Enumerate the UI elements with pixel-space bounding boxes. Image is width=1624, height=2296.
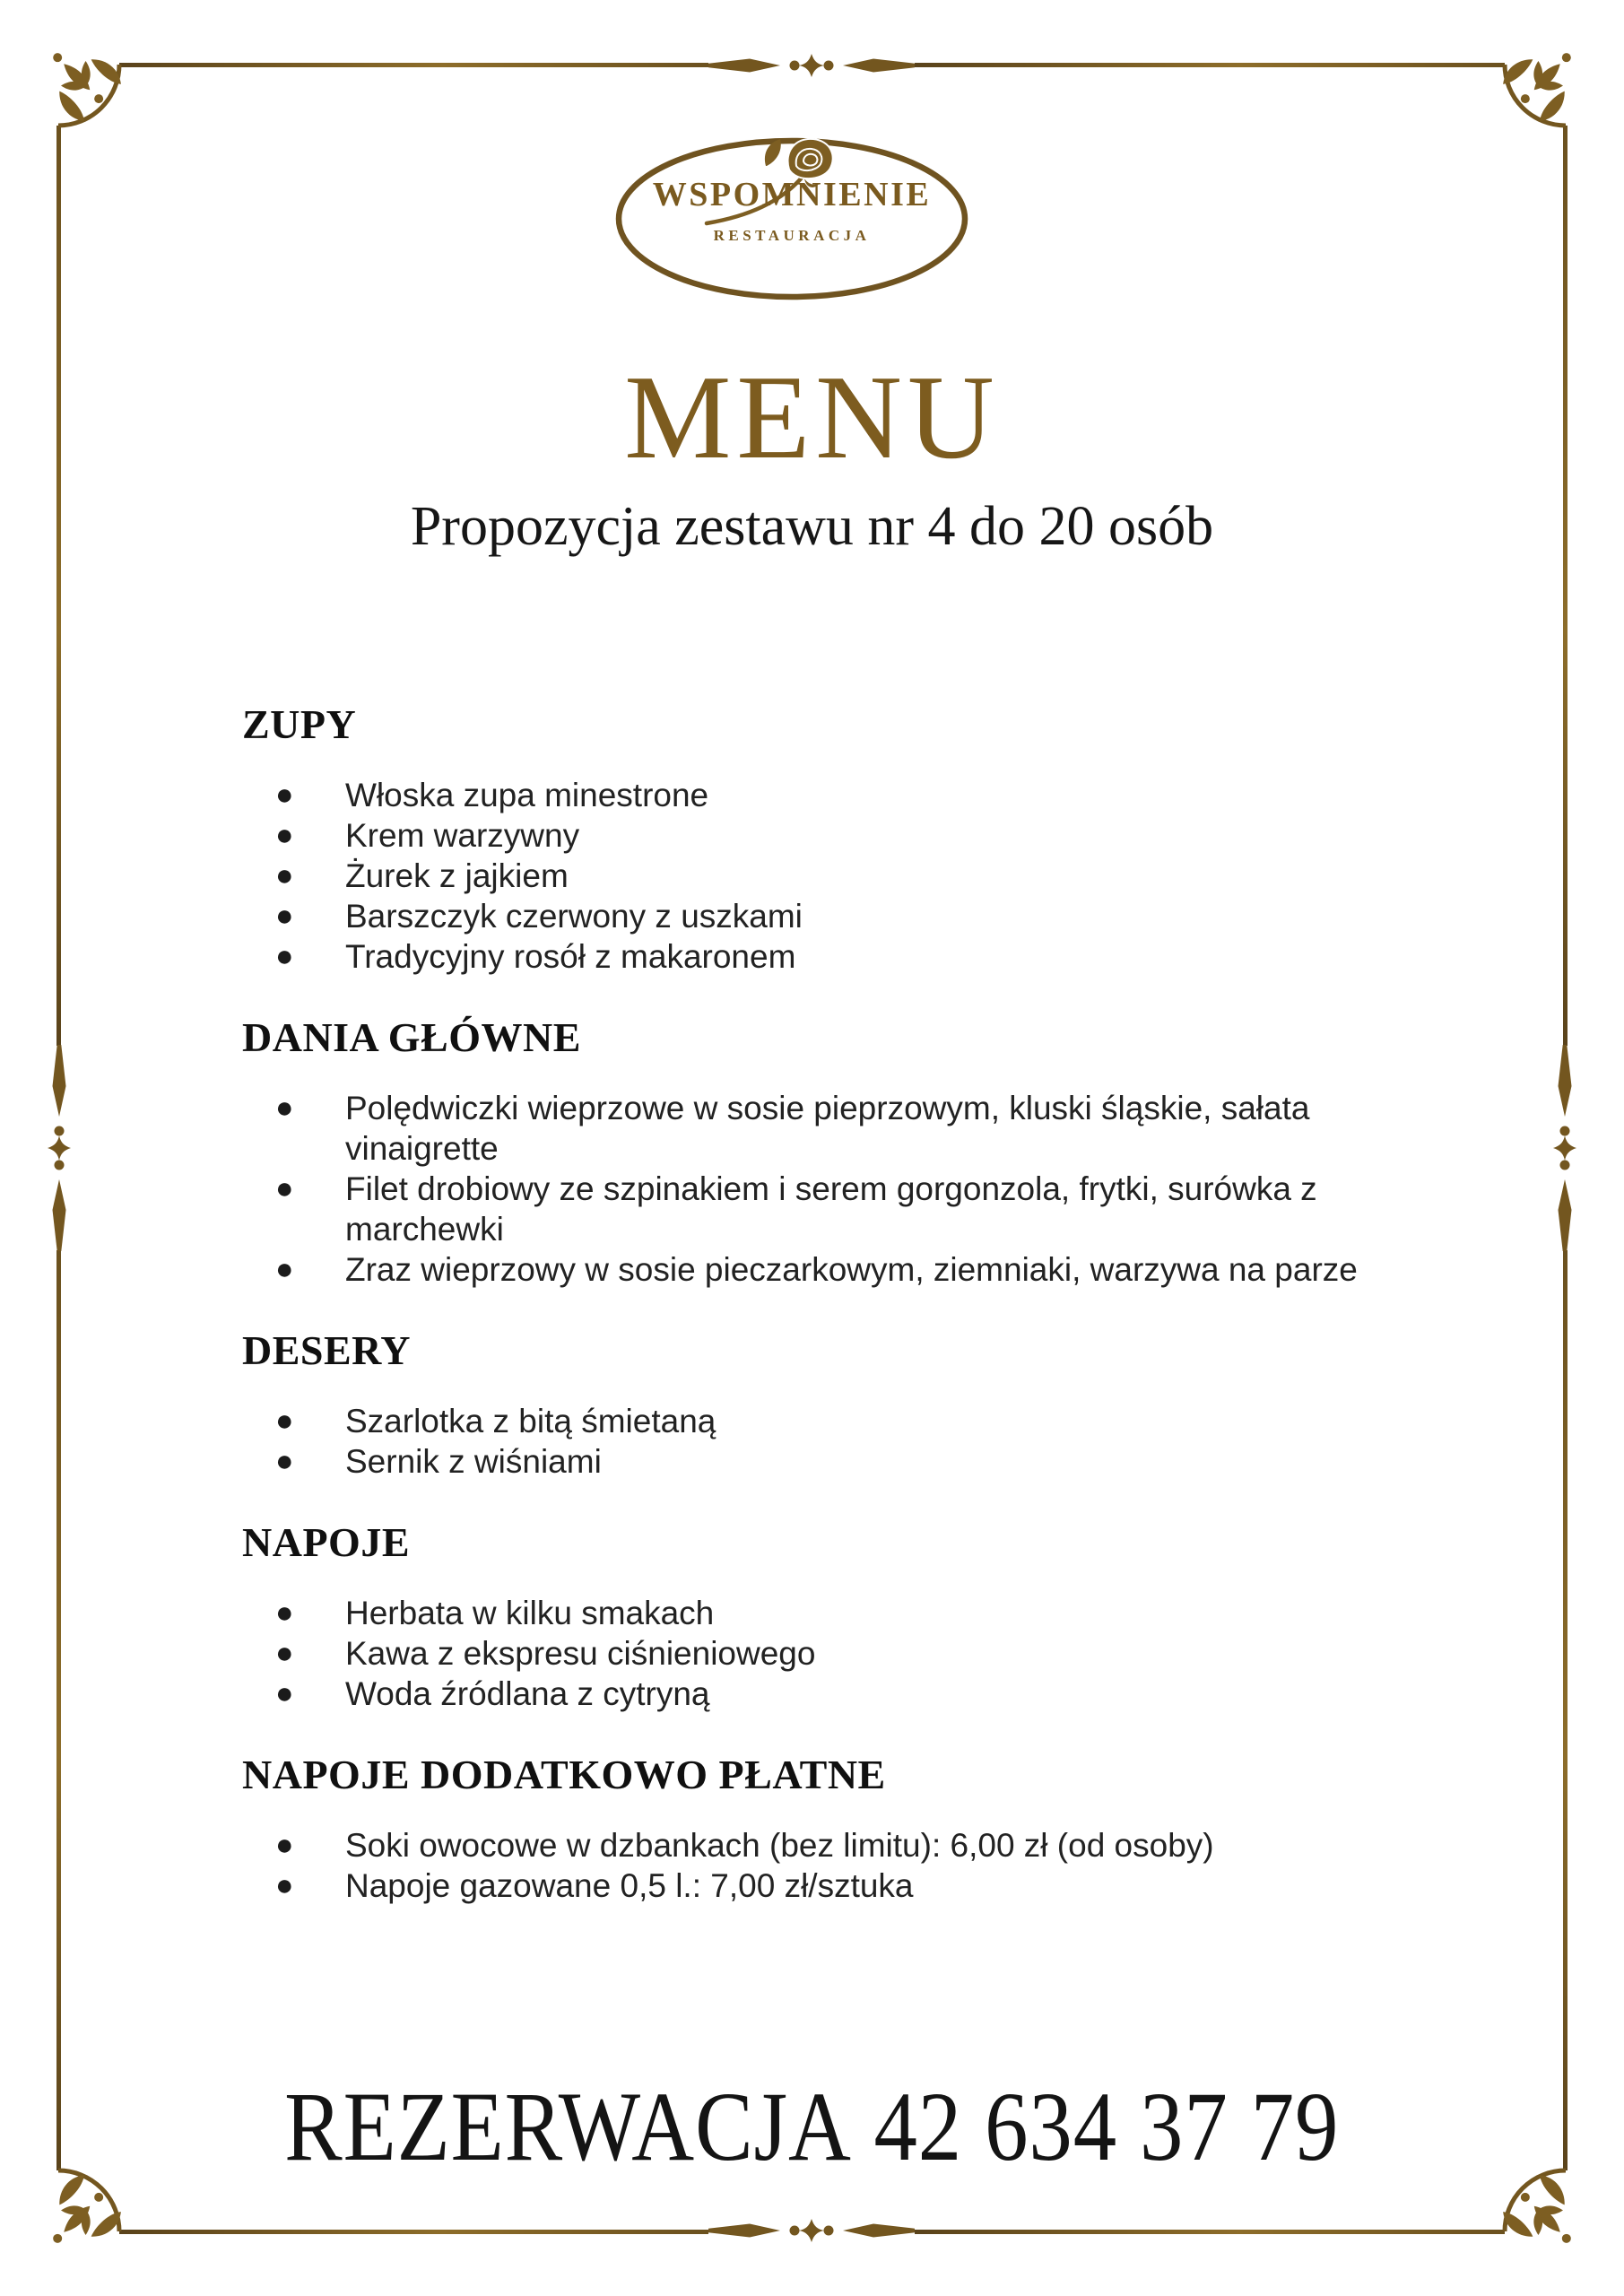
- menu-item-text: Kawa z ekspresu ciśnieniowego: [345, 1635, 816, 1672]
- bullet-icon: ●: [275, 1444, 294, 1478]
- border-line-right-top: [1563, 126, 1568, 1046]
- menu-section: [242, 701, 1399, 977]
- section-heading: NAPOJE DODATKOWO PŁATNE: [242, 1752, 886, 1797]
- reservation-footer: [0, 2072, 1624, 2181]
- reservation-phone: 42 634 37 79: [873, 2072, 1340, 2181]
- menu-item-text: Szarlotka z bitą śmietaną: [345, 1403, 716, 1439]
- bullet-icon: ●: [275, 939, 294, 973]
- bullet-icon: ●: [275, 1636, 294, 1670]
- menu-item-text: Zraz wieprzowy w sosie pieczarkowym, ziemniaki, warzywa na parze: [345, 1251, 1358, 1288]
- diamond-divider-icon-bottom: [708, 2218, 915, 2243]
- section-list: [242, 1401, 1399, 1482]
- menu-item: [242, 1088, 1399, 1169]
- logo-tagline: RESTAURACJA: [713, 227, 871, 244]
- menu-item-text: Herbata w kilku smakach: [345, 1595, 715, 1631]
- section-list: [242, 775, 1399, 977]
- menu-item-text: Barszczyk czerwony z uszkami: [345, 898, 803, 935]
- menu-item: [242, 815, 1399, 856]
- menu-item-text: Soki owocowe w dzbankach (bez limitu): 6,00 zł (od osoby): [345, 1827, 1214, 1864]
- menu-item-text: Sernik z wiśniami: [345, 1443, 602, 1480]
- menu-item: [242, 896, 1399, 936]
- menu-item-text: Napoje gazowane 0,5 l.: 7,00 zł/sztuka: [345, 1867, 914, 1904]
- menu-section: [242, 1014, 1399, 1290]
- floral-corner-icon-bottom-right: [1489, 2161, 1624, 2296]
- bullet-icon: ●: [275, 1676, 294, 1710]
- menu-item: [242, 1593, 1399, 1633]
- bullet-icon: ●: [275, 1596, 294, 1630]
- border-line-bottom-right: [915, 2230, 1505, 2234]
- menu-item-text: Polędwiczki wieprzowe w sosie pieprzowym, kluski śląskie, sałata vinaigrette: [345, 1090, 1310, 1167]
- floral-corner-icon-top-left: [0, 0, 135, 135]
- logo-name: WSPOMNIENIE: [652, 176, 932, 213]
- bullet-icon: ●: [275, 1404, 294, 1438]
- menu-section: [242, 1752, 1399, 1906]
- reservation-label: REZERWACJA: [284, 2072, 853, 2181]
- bullet-icon: ●: [275, 1091, 294, 1125]
- section-list: [242, 1088, 1399, 1290]
- bullet-icon: ●: [275, 818, 294, 852]
- diamond-divider-icon-left: [47, 1045, 72, 1251]
- menu-item-text: Tradycyjny rosół z makaronem: [345, 938, 796, 975]
- restaurant-logo: [612, 130, 971, 305]
- border-line-top-right: [915, 63, 1505, 67]
- menu-section: [242, 1327, 1399, 1482]
- page-title: MENU: [624, 351, 1000, 483]
- menu-section: [242, 1519, 1399, 1714]
- menu-item: [242, 1441, 1399, 1482]
- section-heading: DANIA GŁÓWNE: [242, 1014, 581, 1060]
- border-line-right-bottom: [1563, 1250, 1568, 2170]
- menu-item: [242, 1674, 1399, 1714]
- floral-corner-icon-top-right: [1489, 0, 1624, 135]
- page-subtitle: Propozycja zestawu nr 4 do 20 osób: [410, 496, 1214, 557]
- diamond-divider-icon-right: [1552, 1045, 1577, 1251]
- diamond-divider-icon-top: [708, 53, 915, 78]
- floral-corner-icon-bottom-left: [0, 2161, 135, 2296]
- border-line-bottom-left: [119, 2230, 708, 2234]
- section-heading: ZUPY: [242, 701, 357, 747]
- menu-item: [242, 1169, 1399, 1249]
- bullet-icon: ●: [275, 1828, 294, 1862]
- bullet-icon: ●: [275, 1171, 294, 1205]
- section-heading: NAPOJE: [242, 1519, 410, 1565]
- menu-item: [242, 856, 1399, 896]
- menu-item: [242, 936, 1399, 977]
- menu-item: [242, 775, 1399, 815]
- menu-item-text: Filet drobiowy ze szpinakiem i serem gorgonzola, frytki, surówka z marchewki: [345, 1170, 1317, 1248]
- menu-item: [242, 1249, 1399, 1290]
- menu-item: [242, 1401, 1399, 1441]
- border-line-left-bottom: [56, 1250, 61, 2170]
- menu-sections: [242, 664, 1399, 1906]
- border-line-top-left: [119, 63, 708, 67]
- menu-item-text: Włoska zupa minestrone: [345, 777, 709, 813]
- border-line-left-top: [56, 126, 61, 1046]
- menu-item-text: Krem warzywny: [345, 817, 580, 854]
- section-list: [242, 1825, 1399, 1906]
- menu-item-text: Woda źródlana z cytryną: [345, 1675, 710, 1712]
- bullet-icon: ●: [275, 778, 294, 812]
- bullet-icon: ●: [275, 899, 294, 933]
- menu-item: [242, 1633, 1399, 1674]
- bullet-icon: ●: [275, 1868, 294, 1902]
- bullet-icon: ●: [275, 1252, 294, 1286]
- menu-item: [242, 1825, 1399, 1866]
- menu-item-text: Żurek z jajkiem: [345, 857, 569, 894]
- menu-item: [242, 1866, 1399, 1906]
- section-list: [242, 1593, 1399, 1714]
- section-heading: DESERY: [242, 1327, 411, 1373]
- bullet-icon: ●: [275, 858, 294, 892]
